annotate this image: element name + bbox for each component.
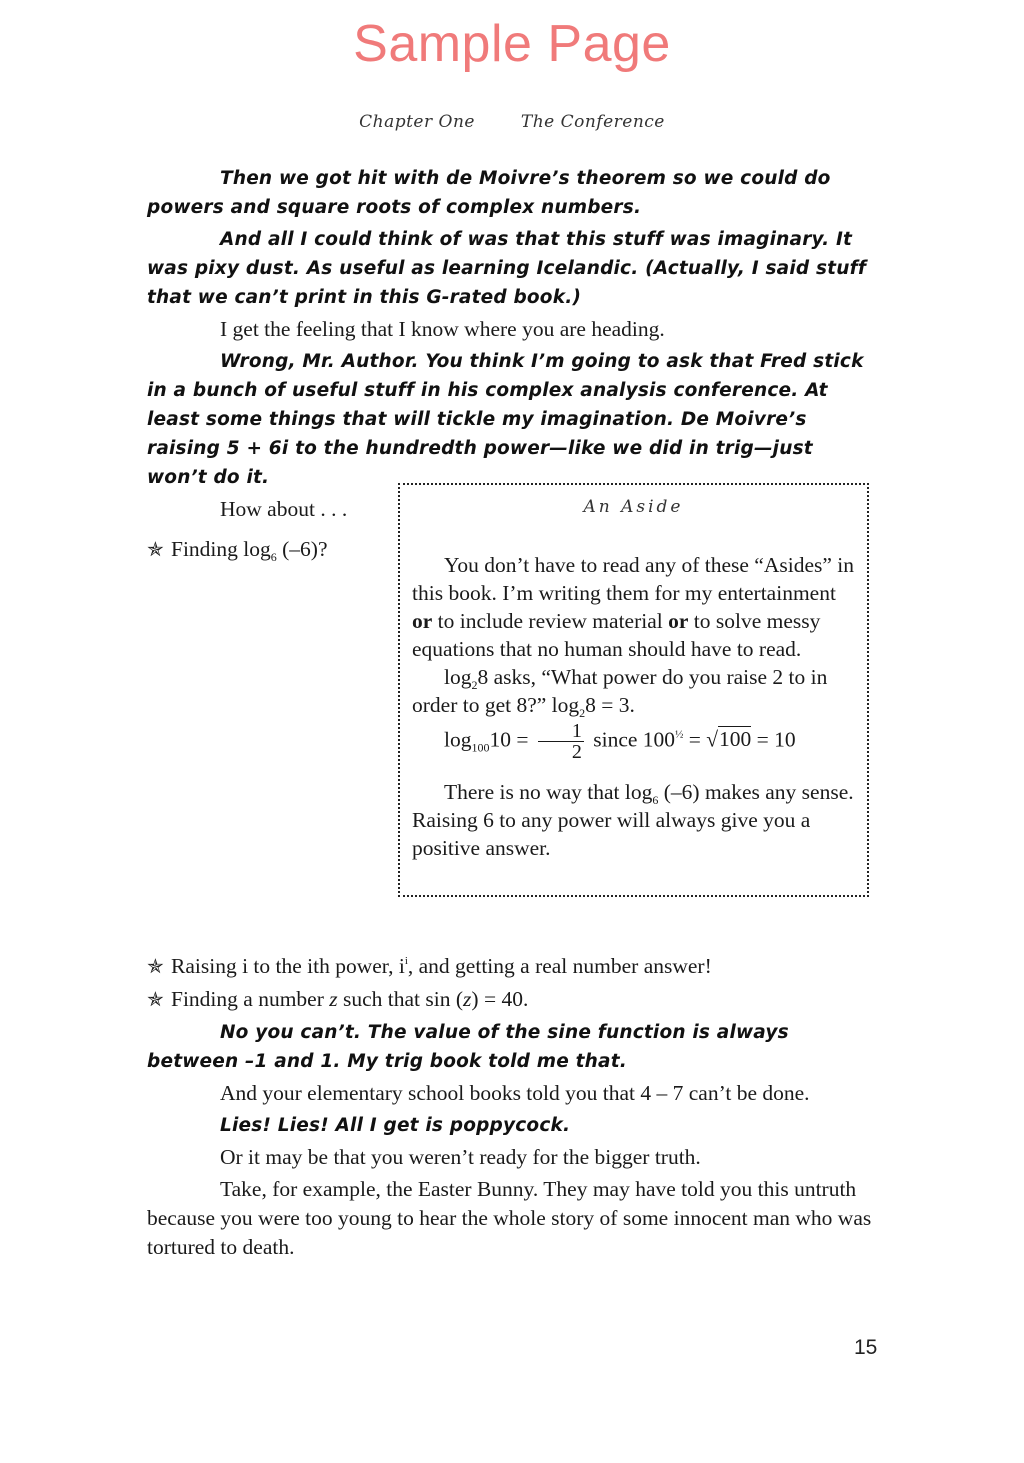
student-paragraph: Then we got hit with de Moivre’s theorem so we could do powers and square roots of complex numbers.	[147, 168, 831, 218]
aside-body	[412, 551, 857, 862]
author-paragraph: How about . . .	[220, 497, 348, 521]
fraction: $\frac{1}{2}$	[538, 721, 584, 762]
aside-paragraph: You don’t have to read any of these “Asides” in this book. I’m writing them for my entertainment or to include review material or to solve messy equations that no human should have to read.	[412, 553, 855, 661]
author-paragraph: And your elementary school books told you that 4 – 7 can’t be done.	[220, 1081, 810, 1105]
bullet-finding-log: ✯ Finding $\log_6 (-6)$?	[147, 537, 328, 564]
sample-page-watermark: Sample Page	[353, 15, 671, 73]
running-head-chapter: Chapter One	[359, 112, 475, 132]
aside-paragraph: There is no way that $\log_6 (-6)$ makes any sense. Raising 6 to any power will always give you a positive answer.	[412, 780, 854, 860]
star-bullet-icon: ✯	[147, 956, 164, 978]
running-head-title: The Conference	[520, 112, 665, 132]
bottom-text-block	[147, 952, 877, 1265]
star-bullet-icon: ✯	[147, 989, 164, 1011]
page-number: 15	[854, 1336, 878, 1359]
radical: 100	[719, 727, 752, 752]
star-bullet-icon: ✯	[147, 539, 164, 561]
bullet-finding-z: ✯ Finding a number z such that sin (z) = 40.	[147, 985, 877, 1015]
author-paragraph: I get the feeling that I know where you are heading.	[220, 317, 665, 341]
student-paragraph: No you can’t. The value of the sine function is always between –1 and 1. My trig book told me that.	[147, 1022, 789, 1072]
student-paragraph: Lies! Lies! All I get is poppycock.	[220, 1115, 571, 1136]
student-paragraph: And all I could think of was that this stuff was imaginary. It was pixy dust. As useful as learning Icelandic. (Actually, I said stuff that we can’t print in this G-rated book.)	[147, 229, 867, 308]
bullet-raising-i: ✯ Raising i to the ith power, $i^i$, and getting a real number answer!	[147, 952, 877, 982]
aside-box	[398, 483, 869, 897]
author-paragraph: Take, for example, the Easter Bunny. They may have told you this untruth because you were too young to hear the whole story of some innocent man who was tortured to death.	[147, 1177, 872, 1259]
aside-paragraph: $\log_28$ asks, “What power do you raise 2 to in order to get 8?” $\log_28 = 3$.	[412, 665, 828, 720]
aside-equation: $\log_{100}10$ = $\frac{1}{2}$ since $100^{\frac{1}{2}} = √100 = 10$	[444, 720, 796, 763]
author-paragraph: Or it may be that you weren’t ready for the bigger truth.	[220, 1145, 701, 1169]
running-head	[0, 112, 1024, 132]
aside-title: An Aside	[583, 497, 684, 517]
student-paragraph: Wrong, Mr. Author. You think I’m going to ask that Fred stick in a bunch of useful stuff in his complex analysis conference. At least some things that will tickle my imagination. De Moivre’s raising 5 + 6i to the hundredth power—like we did in trig—just won’t do it.	[147, 351, 864, 488]
top-text-block	[147, 164, 877, 527]
